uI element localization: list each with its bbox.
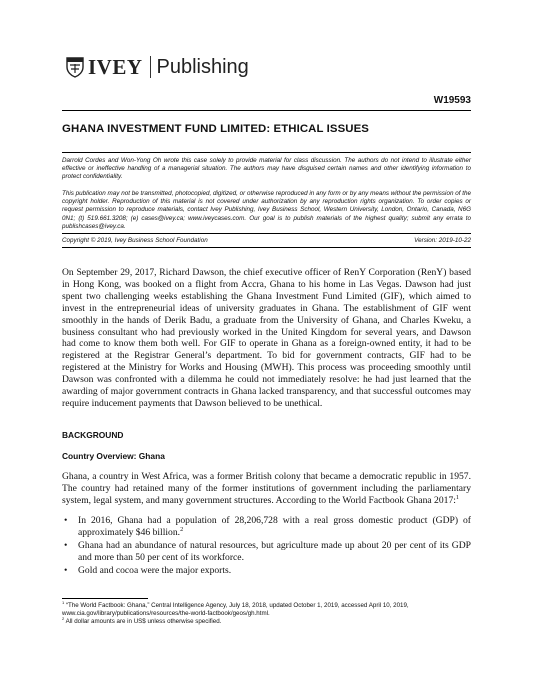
footnote-ref: 2 — [180, 525, 184, 533]
footnote-text: All dollar amounts are in US$ unless otherwise specified. — [64, 617, 222, 625]
list-item — [62, 565, 471, 577]
bullet-marker: • — [64, 515, 68, 526]
list-item — [62, 515, 471, 539]
footnote — [62, 599, 471, 618]
crest-icon — [66, 56, 84, 78]
facts-list — [62, 515, 471, 578]
intro-paragraph: On September 29, 2017, Richard Dawson, the chief executive officer of RenY Corporation (RenY) based in Hong Kong, was booked on a flight from Accra, Ghana to his home in Las Vegas. Dawson had just spent two challenging weeks establishing the Ghana Investment Fund Limited (GIF), which aimed to invest in the entrepreneurial ideas of university graduates in Ghana. The establishment of GIF went smoothly in the hands of Derik Badu, a graduate from the University of Ghana, and Charles Kweku, a business consultant who had previously worked in the United Kingdom for several years, and Dawson had come to know them both well. For GIF to operate in Ghana as a foreign-owned entity, it had to be registered at the Registrar General’s department. To bid for government contracts, GIF had to be registered at the Ministry for Works and Housing (MWH). This process was proceeding smoothly until Dawson was confronted with a dilemma he could not immediately resolve: he had just learned that the awarding of major government contracts in Ghana lacked transparency, and that successful outcomes may require inducement payments that Dawson believed to be unethical. — [62, 267, 471, 409]
footnotes — [62, 599, 471, 625]
list-item-text: Gold and cocoa were the major exports. — [78, 564, 232, 576]
footnote-text: “The World Factbook: Ghana,” Central Intelligence Agency, July 18, 2018, updated October 1, 2019, accessed April 10, 2019, www.cia.gov/library/publications/resources/the-world-factbook/geos/gh.html. — [62, 602, 409, 617]
publisher-name: Publishing — [156, 56, 249, 78]
footnote-ref: 1 — [455, 493, 460, 501]
case-number: W19593 — [433, 95, 471, 106]
overview-text: Ghana, a country in West Africa, was a former British colony that became a democratic republic in 1957. The country had retained many of the former institutions of government including the parliamentary system, legal system, and many government structures. According to the World Factbook Ghana 2017: — [62, 471, 471, 506]
case-title: GHANA INVESTMENT FUND LIMITED: ETHICAL ISSUES — [62, 123, 369, 135]
bullet-marker: • — [64, 539, 68, 551]
bullet-marker: • — [64, 564, 68, 576]
overview-paragraph — [62, 471, 471, 507]
brand-name: IVEY — [88, 55, 143, 79]
list-item — [62, 540, 471, 564]
footnote-divider — [62, 598, 148, 599]
list-item-text: In 2016, Ghana had a population of 28,206,728 with a real gross domestic product (GDP) of approximately $46 billion. — [78, 515, 471, 538]
version-text: Version: 2019-10-22 — [414, 237, 471, 244]
list-item-text: Ghana had an abundance of natural resources, but agriculture made up about 20 per cent of its GDP and more than 50 per cent of its workforce. — [78, 539, 471, 563]
footnote — [62, 615, 471, 626]
divider — [62, 152, 471, 153]
logo-divider — [150, 56, 151, 78]
footnote-number: 1 — [62, 599, 65, 605]
divider — [62, 247, 471, 248]
authors-disclaimer: Darrold Cordes and Won-Yong Oh wrote this case solely to provide material for class discussion. The authors do not intend to illustrate either effective or ineffective handling of a managerial situation. The authors may have disguised certain names and other identifying information to protect confidentiality. — [62, 157, 471, 181]
copyright-text: Copyright © 2019, Ivey Business School Foundation — [62, 237, 208, 244]
divider — [62, 233, 471, 234]
ivey-publishing-logo — [66, 54, 249, 80]
divider — [62, 110, 471, 111]
section-heading: BACKGROUND — [62, 430, 124, 440]
copyright-notice: This publication may not be transmitted, photocopied, digitized, or otherwise reproduced in any form or by any means without the permission of the copyright holder. Reproduction of this material is not covered under authorization by any reproduction rights organization. To order copies or request permission to reproduce materials, contact Ivey Publishing, Ivey Business School, Western University, London, Ontario, Canada, N6G 0N1; (t) 519.661.3208; (e) cases@ivey.ca; www.iveycases.com. Our goal is to publish materials of the highest quality; submit any errata to publishcases@ivey.ca. — [62, 190, 471, 230]
subsection-heading: Country Overview: Ghana — [62, 451, 165, 461]
copyright-row — [62, 237, 471, 244]
footnote-number: 2 — [62, 615, 65, 621]
